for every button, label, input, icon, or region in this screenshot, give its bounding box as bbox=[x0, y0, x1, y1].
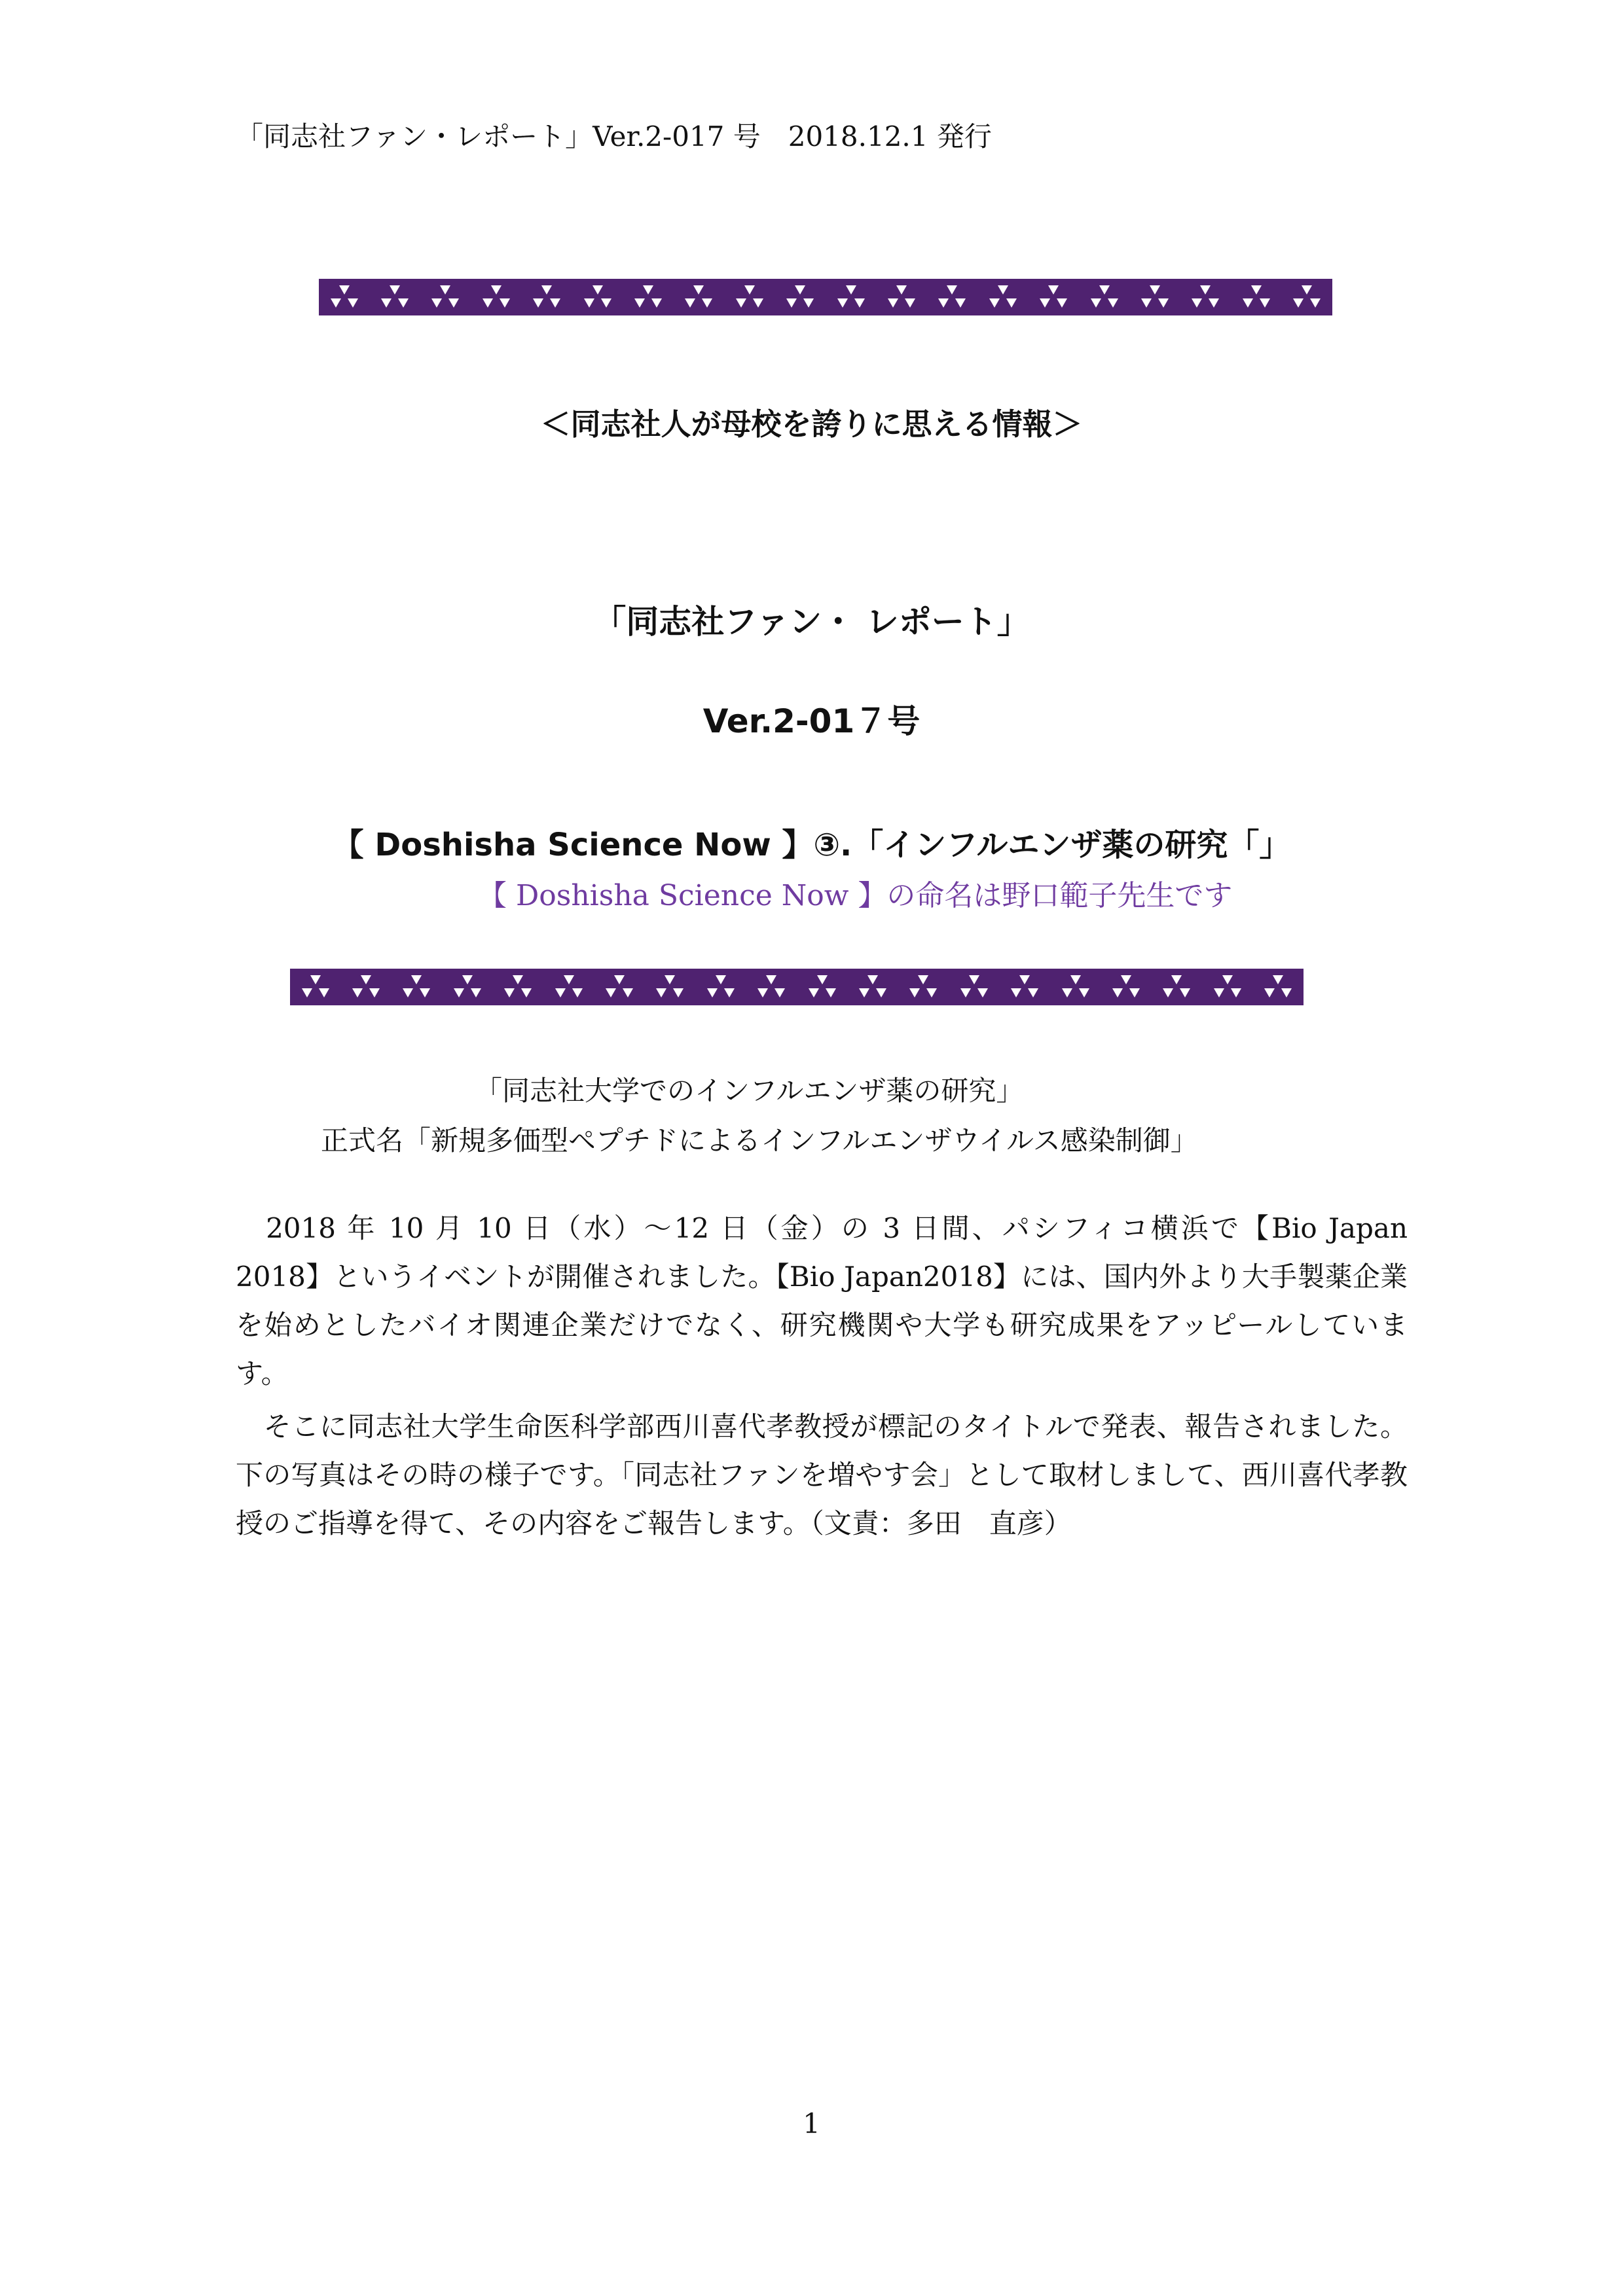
tri-triangle-icon bbox=[907, 973, 939, 1001]
tri-triangle-icon bbox=[1240, 283, 1273, 312]
tri-triangle-icon bbox=[704, 973, 737, 1001]
tri-triangle-icon bbox=[350, 973, 382, 1001]
naming-note: 【 Doshisha Science Now 】の命名は野口範子先生です bbox=[478, 879, 1233, 912]
paragraph-text: 2018 年 10 月 10 日（水）〜12 日（金）の 3 日間、パシフィコ横浜で【Bio Japan 2018】というイベントが開催されました。【Bio Japan2018】には、国内外より大手製薬企業を始めとしたバイオ関連企業だけでなく、研究機関や大学も研究成果をアッピールしています。 bbox=[236, 1212, 1408, 1390]
tri-triangle-icon bbox=[632, 283, 665, 312]
tri-triangle-icon bbox=[1290, 283, 1323, 312]
tri-triangle-icon bbox=[682, 283, 715, 312]
tri-triangle-icon bbox=[987, 283, 1019, 312]
tri-triangle-icon bbox=[603, 973, 636, 1001]
tri-triangle-icon bbox=[1088, 283, 1121, 312]
tri-triangle-icon bbox=[1110, 973, 1142, 1001]
tri-triangle-icon bbox=[1211, 973, 1244, 1001]
page-number: 1 bbox=[803, 2108, 820, 2140]
document-header: 「同志社ファン・レポート」Ver.2-017 号 2018.12.1 発行 bbox=[236, 120, 992, 152]
tri-triangle-icon bbox=[1037, 283, 1070, 312]
body-paragraph bbox=[236, 1204, 1408, 1398]
tri-triangle-icon bbox=[1262, 973, 1294, 1001]
tri-triangle-icon bbox=[400, 973, 433, 1001]
tri-triangle-icon bbox=[1189, 283, 1222, 312]
tri-triangle-icon bbox=[530, 283, 563, 312]
tri-triangle-icon bbox=[958, 973, 991, 1001]
tri-triangle-icon bbox=[501, 973, 534, 1001]
series-heading: 【 Doshisha Science Now 】③.「インフルエンザ薬の研究「」 bbox=[332, 827, 1291, 863]
formal-name: 正式名「新規多価型ペプチドによるインフルエンザウイルス感染制御」 bbox=[321, 1124, 1198, 1157]
tri-triangle-icon bbox=[1008, 973, 1041, 1001]
tri-triangle-icon bbox=[784, 283, 816, 312]
tri-triangle-icon bbox=[653, 973, 686, 1001]
tri-triangle-icon bbox=[581, 283, 614, 312]
tri-triangle-icon bbox=[1139, 283, 1171, 312]
tri-triangle-icon bbox=[553, 973, 585, 1001]
tri-triangle-icon bbox=[755, 973, 788, 1001]
page-title: 「同志社ファン・ レポート」 bbox=[593, 603, 1030, 641]
version-label: Ver.2-01７号 bbox=[702, 702, 921, 740]
tri-triangle-icon bbox=[1160, 973, 1193, 1001]
tri-triangle-icon bbox=[429, 283, 462, 312]
tri-triangle-icon bbox=[733, 283, 766, 312]
decorative-band-bottom bbox=[290, 969, 1304, 1005]
tri-triangle-icon bbox=[328, 283, 361, 312]
tagline: ＜同志社人が母校を誇りに思える情報＞ bbox=[540, 406, 1083, 442]
research-title: 「同志社大学でのインフルエンザ薬の研究」 bbox=[475, 1075, 1024, 1107]
tri-triangle-icon bbox=[480, 283, 513, 312]
tri-triangle-icon bbox=[936, 283, 968, 312]
tri-triangle-icon bbox=[856, 973, 889, 1001]
tri-triangle-icon bbox=[835, 283, 867, 312]
paragraph-text: そこに同志社大学生命医科学部西川喜代孝教授が標記のタイトルで発表、報告されました。下の写真はその時の様子です。「同志社ファンを増やす会」として取材しまして、西川喜代孝教授のご指導を得て、その内容をご報告します。（文責：多田 直彦） bbox=[236, 1410, 1408, 1539]
body-paragraph bbox=[236, 1403, 1408, 1548]
tri-triangle-icon bbox=[378, 283, 411, 312]
tri-triangle-icon bbox=[806, 973, 839, 1001]
tri-triangle-icon bbox=[885, 283, 918, 312]
tri-triangle-icon bbox=[1059, 973, 1092, 1001]
tri-triangle-icon bbox=[451, 973, 484, 1001]
tri-triangle-icon bbox=[299, 973, 332, 1001]
decorative-band-top bbox=[319, 279, 1332, 315]
